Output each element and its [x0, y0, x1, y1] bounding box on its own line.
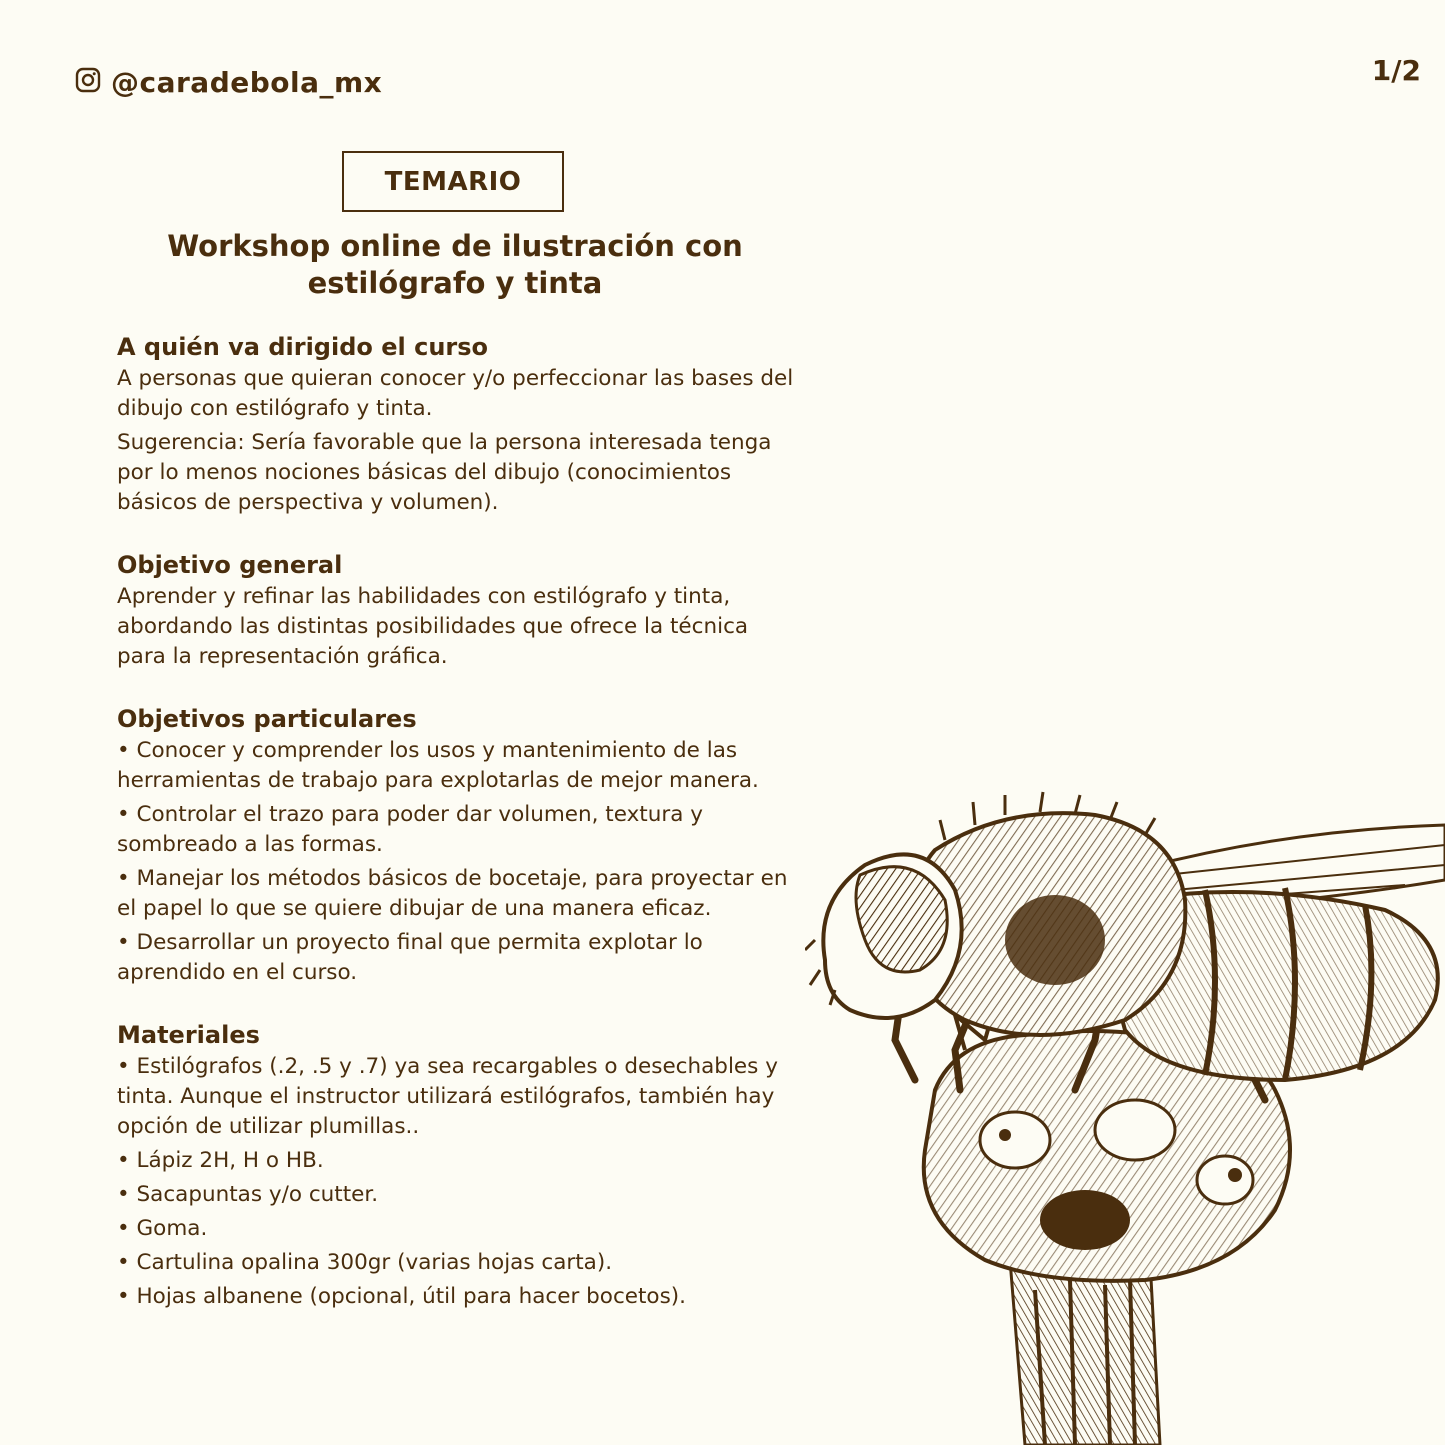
section-audience	[117, 330, 797, 518]
handle-text: @caradebola_mx	[111, 65, 383, 99]
section-heading: Materiales	[117, 1021, 260, 1049]
list-item: • Controlar el trazo para poder dar volumen, textura y sombreado a las formas.	[117, 802, 703, 857]
page-title	[120, 228, 790, 302]
section-general-objective	[117, 548, 797, 672]
list-item: • Cartulina opalina 300gr (varias hojas carta).	[117, 1250, 613, 1275]
section-paragraph: Aprender y refinar las habilidades con estilógrafo y tinta, abordando las distintas posibilidades que ofrece la técnica para la representación gráfica.	[117, 584, 749, 669]
section-paragraph: Sugerencia: Sería favorable que la persona interesada tenga por lo menos nociones básicas del dibujo (conocimientos básicos de perspectiva y volumen).	[117, 430, 772, 515]
section-materials	[117, 1018, 797, 1312]
title-line-1: Workshop online de ilustración con	[167, 229, 743, 263]
list-item: • Desarrollar un proyecto final que permita explotar lo aprendido en el curso.	[117, 930, 703, 985]
page-indicator: 1/2	[1371, 54, 1421, 87]
instagram-handle[interactable]	[75, 62, 382, 102]
fly-illustration	[805, 790, 1445, 1445]
syllabus-content	[117, 330, 797, 1342]
section-heading: A quién va dirigido el curso	[117, 333, 489, 361]
list-item: • Manejar los métodos básicos de bocetaje, para proyectar en el papel lo que se quiere dibujar de una manera eficaz.	[117, 866, 788, 921]
instagram-icon	[75, 67, 101, 97]
list-item: • Hojas albanene (opcional, útil para hacer bocetos).	[117, 1284, 687, 1309]
temario-badge	[342, 151, 564, 212]
section-heading: Objetivos particulares	[117, 705, 417, 733]
list-item: • Estilógrafos (.2, .5 y .7) ya sea recargables o desechables y tinta. Aunque el instructor utilizará estilógrafos, también hay opción de utilizar plumillas..	[117, 1054, 778, 1139]
list-item: • Conocer y comprender los usos y mantenimiento de las herramientas de trabajo para explotarlas de mejor manera.	[117, 738, 759, 793]
section-paragraph: A personas que quieran conocer y/o perfeccionar las bases del dibujo con estilógrafo y tinta.	[117, 366, 794, 421]
title-line-2: estilógrafo y tinta	[307, 266, 603, 300]
list-item: • Sacapuntas y/o cutter.	[117, 1182, 379, 1207]
temario-label: TEMARIO	[384, 166, 522, 197]
section-heading: Objetivo general	[117, 551, 343, 579]
section-specific-objectives	[117, 702, 797, 988]
list-item: • Lápiz 2H, H o HB.	[117, 1148, 324, 1173]
list-item: • Goma.	[117, 1216, 208, 1241]
